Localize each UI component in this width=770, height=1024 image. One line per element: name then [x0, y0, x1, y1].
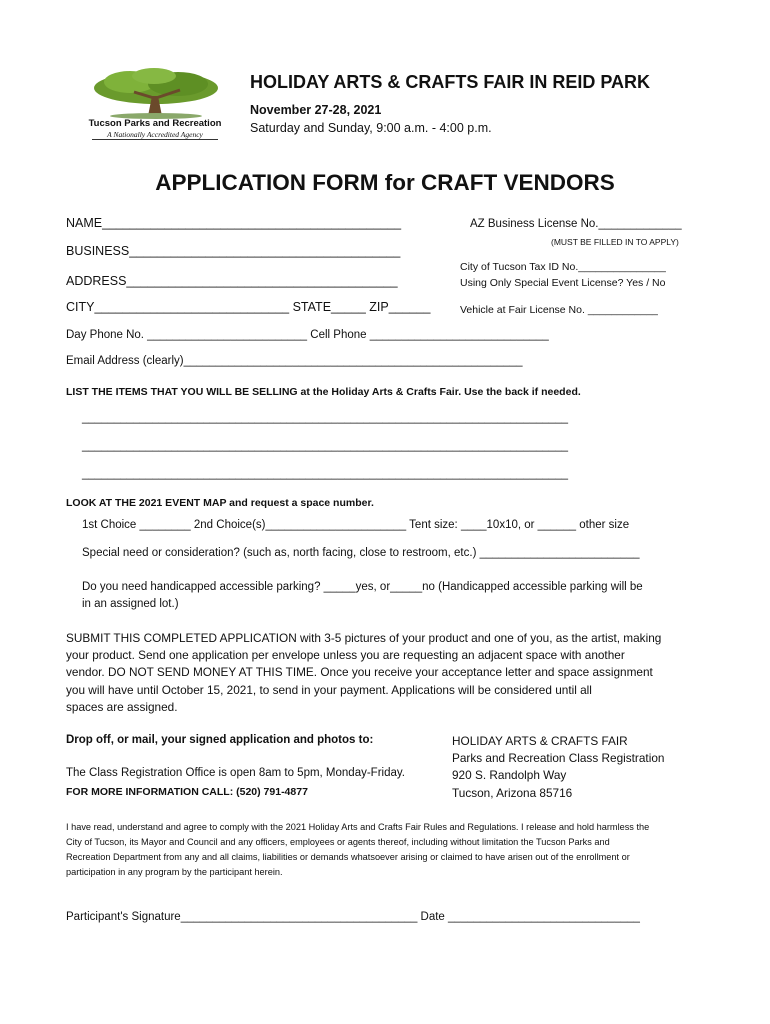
- office-hours: The Class Registration Office is open 8am to 5pm, Monday-Friday.: [66, 767, 405, 779]
- submit-line: vendor. DO NOT SEND MONEY AT THIS TIME. Once you receive your acceptance letter and space assignment: [66, 665, 653, 680]
- name-field[interactable]: NAME___________________________________________: [66, 216, 402, 230]
- vehicle-license-field[interactable]: Vehicle at Fair License No. ____________: [460, 304, 658, 316]
- space-choices-field[interactable]: 1st Choice ________ 2nd Choice(s)______________________ Tent size: ____10x10, or ______ other size: [82, 519, 630, 531]
- liability-release: [66, 820, 706, 880]
- mailing-address: [452, 733, 664, 802]
- event-times: Saturday and Sunday, 9:00 a.m. - 4:00 p.m.: [250, 121, 492, 135]
- tree-icon: [82, 66, 230, 122]
- address-line: 920 S. Randolph Way: [452, 768, 567, 783]
- items-instruction: LIST THE ITEMS THAT YOU WILL BE SELLING at the Holiday Arts & Crafts Fair. Use the back if needed.: [66, 386, 581, 398]
- org-tagline: A Nationally Accredited Agency: [92, 130, 218, 140]
- submit-line: spaces are assigned.: [66, 699, 178, 714]
- legal-line: City of Tucson, its Mayor and Council and any officers, employees or agents thereof, including without limitation the Tucson Parks and: [66, 837, 610, 847]
- city-state-zip-field[interactable]: CITY____________________________ STATE_____ ZIP______: [66, 300, 431, 314]
- signature-date-field[interactable]: Participant's Signature_____________________________________ Date ______________________________: [66, 911, 640, 923]
- address-line: HOLIDAY ARTS & CRAFTS FAIR: [452, 734, 628, 748]
- must-fill-note: (MUST BE FILLED IN TO APPLY): [551, 237, 679, 247]
- business-field[interactable]: BUSINESS_______________________________________: [66, 244, 401, 258]
- submit-paragraph: [66, 630, 661, 716]
- address-line: Parks and Recreation Class Registration: [452, 751, 665, 766]
- org-name: Tucson Parks and Recreation: [88, 118, 222, 129]
- special-need-field[interactable]: Special need or consideration? (such as, north facing, close to restroom, etc.) _________________________: [82, 547, 640, 559]
- map-heading: LOOK AT THE 2021 EVENT MAP and request a space number.: [66, 497, 374, 509]
- submit-line: your product. Send one application per envelope unless you are requesting an adjacent space with another: [66, 648, 625, 663]
- address-line: Tucson, Arizona 85716: [452, 785, 573, 800]
- az-license-field[interactable]: AZ Business License No._____________: [470, 218, 682, 230]
- parking-question[interactable]: Do you need handicapped accessible parking? _____yes, or_____no (Handicapped accessible parking will be: [82, 581, 643, 593]
- event-dates: November 27-28, 2021: [250, 103, 382, 117]
- dropoff-heading: Drop off, or mail, your signed application and photos to:: [66, 734, 374, 746]
- items-line-1[interactable]: ____________________________________________________________________________: [82, 412, 569, 424]
- parking-note: in an assigned lot.): [82, 598, 179, 610]
- form-title: APPLICATION FORM for CRAFT VENDORS: [155, 170, 615, 195]
- info-call: FOR MORE INFORMATION CALL: (520) 791-4877: [66, 786, 308, 798]
- legal-line: participation in any program by the participant herein.: [66, 867, 283, 877]
- legal-line: I have read, understand and agree to comply with the 2021 Holiday Arts and Crafts Fair Rules and Regulations. I release and hold harmless the: [66, 822, 650, 832]
- tax-id-field[interactable]: City of Tucson Tax ID No._______________: [460, 261, 666, 273]
- phone-fields[interactable]: Day Phone No. _________________________ Cell Phone ____________________________: [66, 329, 549, 341]
- legal-line: Recreation Department from any and all claims, liabilities or demands whatsoever arising or claimed to have arisen out of the enrollment or: [66, 852, 630, 862]
- address-field[interactable]: ADDRESS_______________________________________: [66, 274, 398, 288]
- submit-line: you will have until October 15, 2021, to send in your payment. Applications will be considered until all: [66, 682, 592, 697]
- email-field[interactable]: Email Address (clearly)_____________________________________________________: [66, 355, 523, 367]
- items-line-2[interactable]: ____________________________________________________________________________: [82, 440, 569, 452]
- event-title: HOLIDAY ARTS & CRAFTS FAIR IN REID PARK: [250, 72, 651, 92]
- items-line-3[interactable]: ____________________________________________________________________________: [82, 468, 569, 480]
- special-event-license-field[interactable]: Using Only Special Event License? Yes / No: [460, 277, 666, 289]
- submit-line: SUBMIT THIS COMPLETED APPLICATION with 3-5 pictures of your product and one of you, as the artist, making: [66, 631, 662, 645]
